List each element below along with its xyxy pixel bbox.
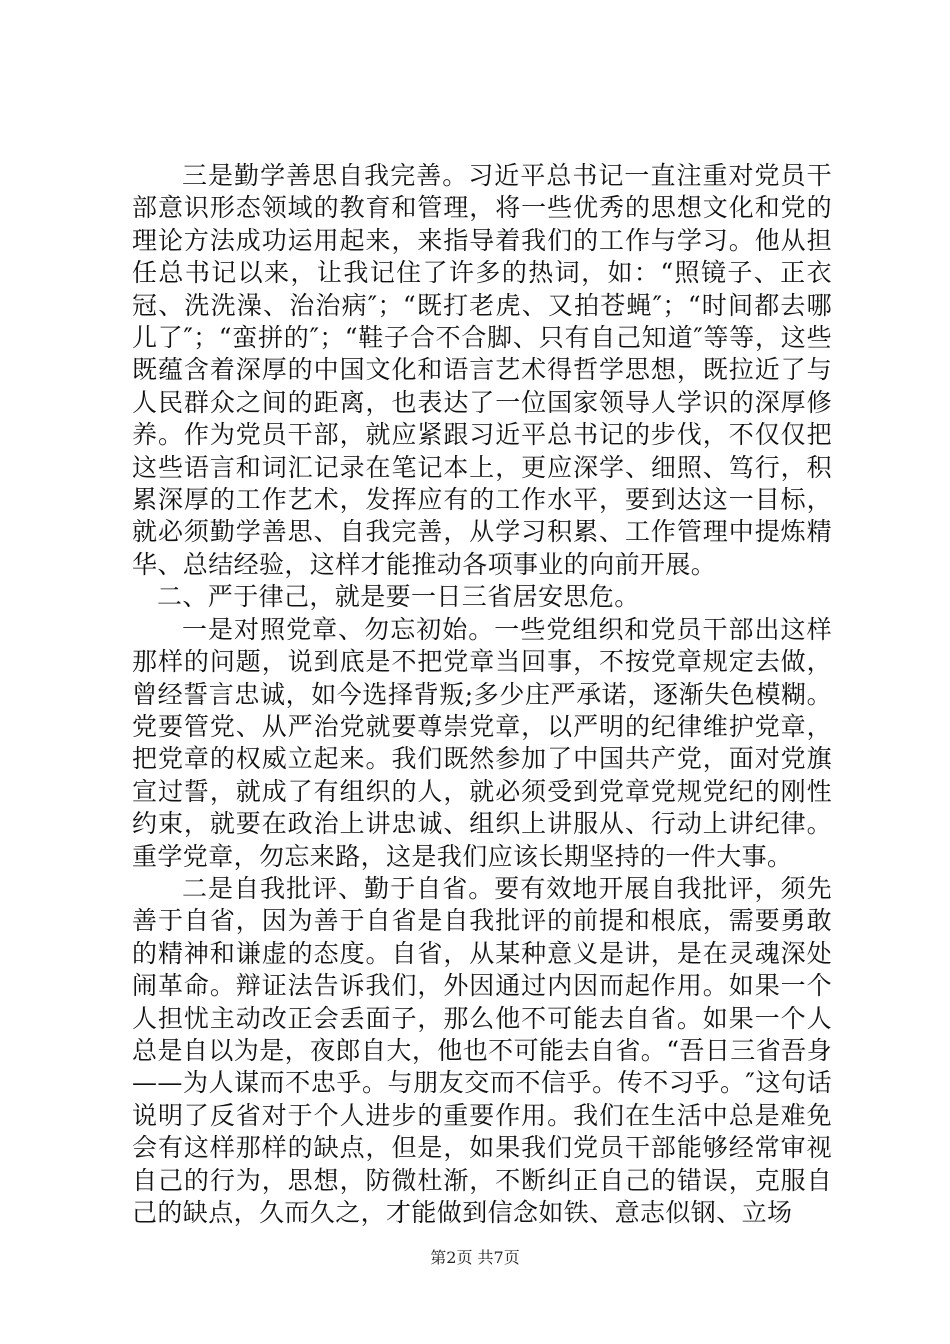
paragraph-self-criticism: 二是自我批评、勤于自省。要有效地开展自我批评，须先善于自省，因为善于自省是自我批评的前提和根底，需要勇敢的精神和谦虚的态度。自省，从某种意义是讲，是在灵魂深处闹革命。辩证法告诉我们，外因通过内因而起作用。如果一个人担忧主动改正会丢面子，那么他不可能去自省。如果一个人总是自以为是，夜郎自大，他也不可能去自省。“吾日三省吾身——为人谋而不忠乎。与朋友交而不信乎。传不习乎。″这句话说明了反省对于个人进步的重要作用。我们在生活中总是难免会有这样那样的缺点，但是，如果我们党员干部能够经常审视自己的行为，思想，防微杜渐，不断纠正自己的错误，克服自己的缺点，久而久之，才能做到信念如铁、意志似钢、立场 — [132, 873, 832, 1227]
page-number-footer: 第2页 共7页 — [430, 1248, 520, 1267]
document-body — [132, 160, 832, 1229]
paragraph-party-constitution: 一是对照党章、勿忘初始。一些党组织和党员干部出这样那样的问题，说到底是不把党章当回事，不按党章规定去做，曾经誓言忠诚，如今选择背叛;多少庄严承诺，逐渐失色模糊。党要管党、从严治党就要尊崇党章，以严明的纪律维护党章，把党章的权威立起来。我们既然参加了中国共产党，面对党旗宣过誓，就成了有组织的人，就必须受到党章党规党纪的刚性约束，就要在政治上讲忠诚、组织上讲服从、行动上讲纪律。重学党章，勿忘来路，这是我们应该长期坚持的一件大事。 — [132, 614, 832, 871]
section-heading-self-discipline: 二、严于律己，就是要一日三省居安思危。 — [157, 582, 640, 612]
paragraph-self-improvement: 三是勤学善思自我完善。习近平总书记一直注重对党员干部意识形态领域的教育和管理，将一些优秀的思想文化和党的理论方法成功运用起来，来指导着我们的工作与学习。他从担任总书记以来，让我记住了许多的热词，如：“照镜子、正衣冠、洗洗澡、治治病″；“既打老虎、又拍苍蝇″；“时间都去哪儿了″；“蛮拼的″；“鞋子合不合脚、只有自己知道″等等，这些既蕴含着深厚的中国文化和语言艺术得哲学思想，既拉近了与人民群众之间的距离，也表达了一位国家领导人学识的深厚修养。作为党员干部，就应紧跟习近平总书记的步伐，不仅仅把这些语言和词汇记录在笔记本上，更应深学、细照、笃行，积累深厚的工作艺术，发挥应有的工作水平，要到达这一目标，就必须勤学善思、自我完善，从学习积累、工作管理中提炼精华、总结经验，这样才能推动各项事业的向前开展。 — [132, 161, 832, 579]
